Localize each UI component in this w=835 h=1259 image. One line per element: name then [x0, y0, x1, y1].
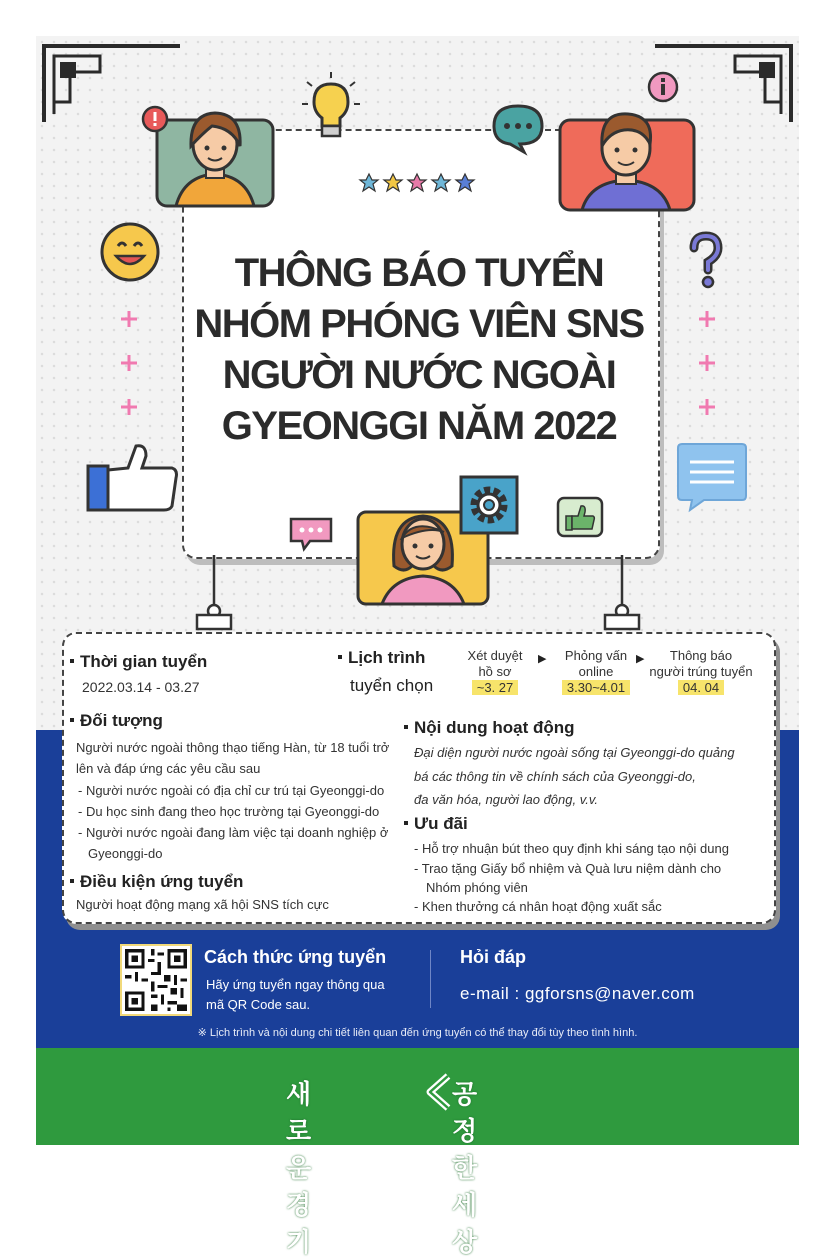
benefits-item-4: - Khen thưởng cá nhân hoạt động xuất sắc: [414, 899, 662, 914]
step-3-line-1: Thông báo: [669, 648, 733, 663]
like-icon: [556, 496, 604, 538]
alert-icon: [140, 104, 170, 134]
woman-avatar-icon: [154, 98, 276, 210]
activities-line-2: bá các thông tin về chính sách của Gyeonggi-do,: [414, 769, 696, 784]
condition-heading: [70, 872, 243, 892]
chat-bubble-icon: [490, 102, 546, 154]
disclaimer-note: ※ Lịch trình và nội dung chi tiết liên quan đến ứng tuyển có thể thay đổi tùy theo tình hình.: [197, 1027, 638, 1039]
bullet: [70, 659, 74, 663]
target-item-3: - Người nước ngoài đang làm việc tại doanh nghiệp ở: [78, 825, 389, 840]
schedule-step-1: [448, 648, 542, 696]
poster: [36, 36, 799, 1257]
gear-icon: [458, 474, 520, 536]
title-line-4: GYEONGGI NĂM 2022: [221, 404, 617, 448]
condition-label: Điều kiện ứng tuyển: [80, 872, 244, 891]
chevron-left-icon: [426, 1074, 452, 1110]
smiley-icon: [98, 220, 162, 284]
activities-line-1: Đại diện người nước ngoài sống tại Gyeonggi-do quảng: [414, 745, 735, 760]
title-line-1: THÔNG BÁO TUYỂN: [234, 251, 604, 295]
step-2-line-1: Phỏng vấn: [564, 648, 628, 663]
schedule-label-2: tuyển chọn: [350, 676, 434, 695]
rating-stars-icon: [358, 172, 478, 194]
target-heading: [70, 711, 163, 731]
benefits-item-1: - Hỗ trợ nhuận bút theo quy định khi sáng tạo nội dung: [414, 841, 729, 856]
slogan-part-2: 공정한 세상: [452, 1079, 478, 1257]
benefits-heading: [404, 814, 468, 834]
benefits-item-2: - Trao tặng Giấy bổ nhiệm và Quà lưu niệm dành cho: [414, 861, 722, 876]
schedule-label-1: Lịch trình: [348, 648, 426, 667]
target-item-4: Gyeonggi-do: [88, 846, 163, 861]
target-intro-1: Người nước ngoài thông thạo tiếng Hàn, từ 18 tuổi trở: [76, 740, 390, 755]
recruit-period-value: 2022.03.14 - 03.27: [82, 679, 200, 695]
condition-value: Người hoạt động mạng xã hội SNS tích cực: [76, 897, 329, 912]
bullet: [404, 821, 408, 825]
schedule-heading: [338, 648, 425, 668]
slogan-part-1: 새로운 경기: [286, 1079, 312, 1257]
activities-line-3: đa văn hóa, người lao động, v.v.: [414, 792, 599, 807]
qr-code-icon[interactable]: [120, 944, 192, 1016]
recruit-period-heading: [70, 652, 207, 672]
benefits-label: Ưu đãi: [414, 814, 468, 833]
bullet: [70, 879, 74, 883]
benefits-item-3: Nhóm phóng viên: [426, 880, 528, 895]
question-icon: [686, 232, 726, 292]
arrow-right-icon: ▶: [636, 653, 645, 665]
man-avatar-icon: [558, 102, 698, 214]
page-title: [182, 248, 656, 452]
title-line-3: NGƯỜI NƯỚC NGOÀI: [222, 353, 616, 397]
target-item-1: - Người nước ngoài có địa chỉ cư trú tại Gyeonggi-do: [78, 783, 385, 798]
small-chat-icon: [288, 516, 334, 552]
divider: [430, 950, 431, 1008]
target-item-2: - Du học sinh đang theo học trường tại Gyeonggi-do: [78, 804, 380, 819]
bullet: [404, 725, 408, 729]
step-1-line-1: Xét duyệt: [467, 648, 523, 663]
thumbs-up-icon: [84, 440, 180, 514]
bullet: [70, 718, 74, 722]
bullet: [338, 655, 342, 659]
recruit-period-label: Thời gian tuyển: [80, 652, 208, 671]
hanger-right: [600, 555, 644, 633]
apply-heading: Cách thức ứng tuyển: [204, 947, 387, 967]
target-intro-2: lên và đáp ứng các yêu cầu sau: [76, 761, 261, 776]
faq-heading: Hỏi đáp: [460, 947, 526, 967]
plus-decoration-right: [696, 308, 718, 418]
activities-heading: [404, 718, 575, 738]
lightbulb-icon: [306, 76, 356, 142]
schedule-step-3: [642, 648, 760, 696]
step-3-date: 04. 04: [678, 680, 724, 695]
apply-line-1: Hãy ứng tuyển ngay thông qua: [206, 977, 385, 992]
arrow-right-icon: ▶: [538, 653, 547, 665]
step-2-date: 3.30~4.01: [562, 680, 630, 695]
apply-line-2: mã QR Code sau.: [206, 997, 311, 1012]
schedule-step-2: [550, 648, 645, 696]
step-2-line-2: online: [578, 664, 614, 679]
step-1-date: ~3. 27: [472, 680, 519, 695]
step-3-line-2: người trúng tuyển: [649, 664, 753, 679]
activities-label: Nội dung hoạt động: [414, 718, 575, 737]
info-icon: [646, 70, 680, 104]
apply-text: [206, 975, 385, 1015]
hanger-left: [192, 555, 236, 633]
title-line-2: NHÓM PHÓNG VIÊN SNS: [194, 302, 644, 346]
plus-decoration-left: [118, 308, 140, 418]
faq-email-link[interactable]: e-mail : ggforsns@naver.com: [460, 984, 695, 1003]
message-icon: [676, 440, 748, 512]
green-band: [36, 1048, 799, 1145]
target-label: Đối tượng: [80, 711, 163, 730]
step-1-line-2: hồ sơ: [478, 664, 512, 679]
